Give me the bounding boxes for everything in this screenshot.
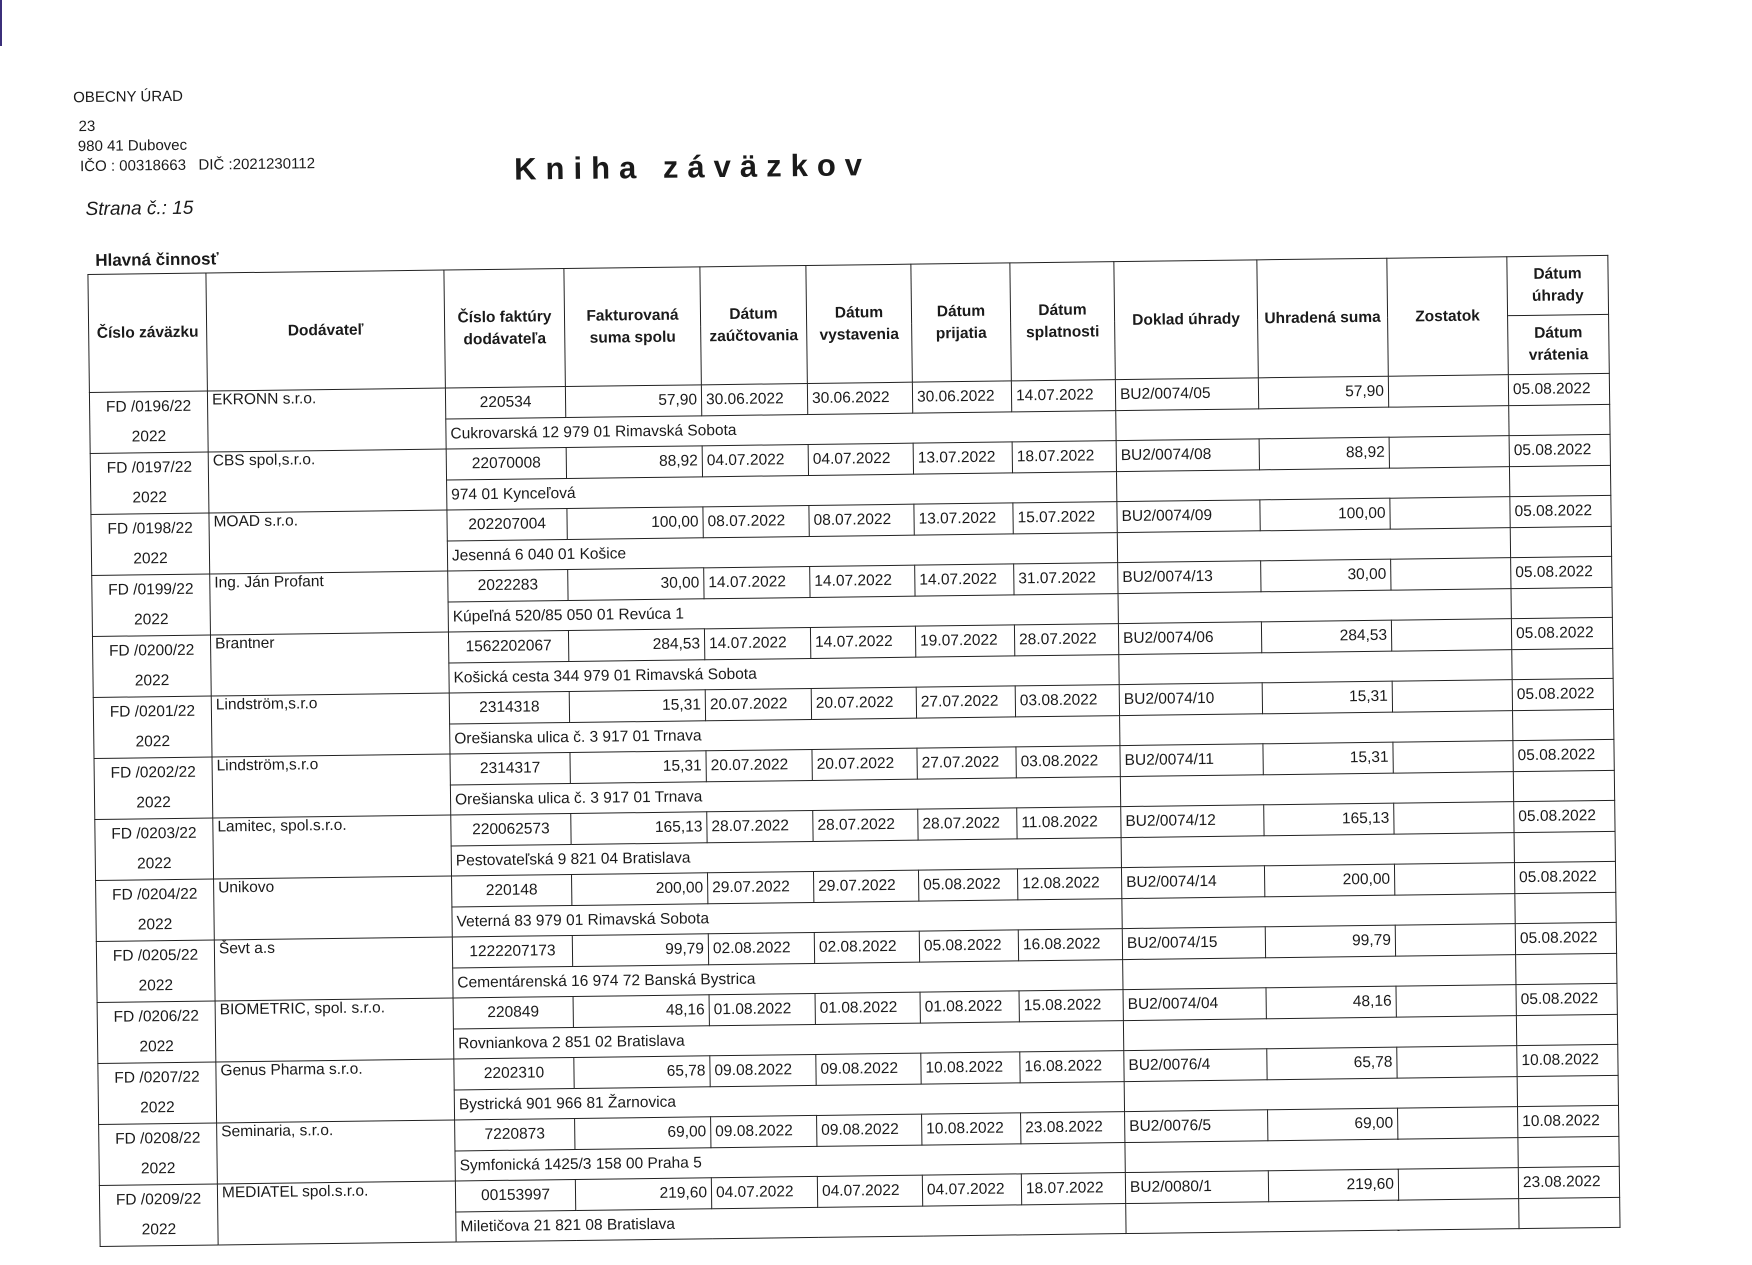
liability-number-cell [98,1062,217,1124]
booking-date: 02.08.2022 [708,932,814,964]
supplier-name: CBS spol,s.r.o. [208,449,447,513]
office-dic: DIČ :2021230112 [198,155,316,174]
issue-date: 30.06.2022 [807,382,912,414]
balance [1395,924,1515,957]
balance [1391,558,1511,591]
liability-number: FD /0204/22 [111,885,198,904]
receipt-date: 04.07.2022 [922,1174,1021,1206]
liability-year: 2022 [133,550,168,568]
balance [1398,1168,1518,1201]
col-header-issue-date: Dátum vystavenia [806,264,912,383]
booking-date: 01.08.2022 [709,993,815,1025]
col-header-supplier: Dodávateľ [206,270,445,391]
payment-date: 05.08.2022 [1514,861,1615,893]
receipt-date: 01.08.2022 [920,991,1019,1023]
col-header-booking-date: Dátum zaúčtovania [700,266,807,385]
paid-amount: 65,78 [1267,1047,1397,1080]
supplier-name: Lindström,s.r.o [211,693,450,757]
payment-date: 05.08.2022 [1513,739,1614,771]
balance [1394,802,1514,835]
empty-cell [1116,406,1509,441]
liability-number-cell [96,940,215,1002]
return-date [1517,1075,1618,1106]
liability-number-cell [92,574,211,636]
paid-amount: 100,00 [1260,498,1390,531]
payment-doc: BU2/0074/06 [1118,622,1261,655]
liability-number: FD /0209/22 [115,1190,202,1209]
invoice-number: 1562202067 [448,631,568,664]
invoice-amount: 100,00 [567,507,703,540]
liability-number: FD /0196/22 [105,397,192,416]
empty-cell [1120,711,1513,746]
issue-date: 20.07.2022 [811,687,916,719]
liability-number: FD /0203/22 [111,824,197,843]
payment-doc: BU2/0076/5 [1125,1110,1268,1143]
due-date: 16.08.2022 [1018,929,1122,961]
issue-date: 04.07.2022 [817,1175,922,1207]
liability-year: 2022 [136,855,172,873]
paid-amount: 200,00 [1264,864,1394,897]
due-date: 12.08.2022 [1017,868,1121,900]
booking-date: 04.07.2022 [702,444,808,476]
supplier-address: Orešianska ulica č. 3 917 01 Trnava [450,716,1120,754]
payment-date: 05.08.2022 [1516,983,1617,1015]
liabilities-table [87,255,1620,1247]
payment-date: 05.08.2022 [1508,373,1609,405]
invoice-amount: 65,78 [574,1056,710,1089]
issue-date: 02.08.2022 [814,931,919,963]
liability-year: 2022 [134,672,170,690]
receipt-date: 10.08.2022 [921,1052,1020,1084]
empty-cell [1122,894,1515,929]
payment-doc: BU2/0074/15 [1122,927,1265,960]
return-date [1513,709,1614,740]
paid-amount: 15,31 [1262,681,1392,714]
col-header-amount: Fakturovaná suma spolu [564,267,701,387]
paid-amount: 219,60 [1268,1169,1398,1202]
receipt-date: 27.07.2022 [916,686,1015,718]
empty-cell [1121,833,1514,868]
booking-date: 29.07.2022 [708,871,814,903]
col-header-receipt-date: Dátum prijatia [911,263,1011,382]
payment-doc: BU2/0076/4 [1124,1049,1267,1082]
due-date: 15.08.2022 [1019,990,1123,1022]
supplier-address: Cementárenská 16 974 72 Banská Bystrica [453,960,1123,998]
liability-number: FD /0207/22 [114,1068,200,1087]
supplier-address: 974 01 Kynceľová [447,472,1117,510]
booking-date: 14.07.2022 [704,566,810,598]
issue-date: 01.08.2022 [815,992,920,1024]
payment-doc: BU2/0080/1 [1125,1171,1268,1204]
receipt-date: 19.07.2022 [915,625,1014,657]
liability-year: 2022 [132,489,168,507]
paid-amount: 69,00 [1268,1108,1398,1141]
return-date [1514,831,1615,862]
payment-date: 05.08.2022 [1509,434,1610,466]
invoice-amount: 165,13 [571,812,707,845]
receipt-date: 13.07.2022 [914,503,1013,535]
liability-number-cell [92,635,211,697]
return-date [1511,587,1612,618]
due-date: 28.07.2022 [1014,624,1118,656]
issue-date: 08.07.2022 [809,504,914,536]
due-date: 18.07.2022 [1021,1173,1125,1205]
invoice-amount: 48,16 [573,995,709,1028]
col-header-due-date: Dátum splatnosti [1010,262,1115,381]
paid-amount: 48,16 [1266,986,1396,1019]
page-title: Kniha záväzkov [513,147,872,187]
invoice-number: 202207004 [447,509,567,542]
empty-cell [1116,467,1509,502]
supplier-address: Bystrická 901 966 81 Žarnovica [454,1082,1124,1120]
issue-date: 14.07.2022 [810,626,915,658]
empty-cell [1125,1138,1518,1173]
empty-cell [1124,1077,1517,1112]
payment-date: 10.08.2022 [1518,1105,1619,1137]
payment-doc: BU2/0074/11 [1120,744,1263,777]
liability-year: 2022 [133,611,169,629]
supplier-address: Kúpeľná 520/85 050 01 Revúca 1 [448,594,1118,632]
payment-doc: BU2/0074/14 [1121,866,1264,899]
return-date [1515,892,1616,923]
liability-number-cell [90,452,209,514]
supplier-name: Ing. Ján Profant [210,571,449,635]
payment-doc: BU2/0074/08 [1116,439,1259,472]
supplier-name: BIOMETRIC, spol. s.r.o. [215,998,454,1062]
booking-date: 20.07.2022 [705,688,811,720]
receipt-date: 28.07.2022 [918,808,1017,840]
issue-date: 20.07.2022 [812,748,917,780]
payment-date: 05.08.2022 [1514,800,1615,832]
payment-doc: BU2/0074/13 [1118,561,1261,594]
payment-date: 05.08.2022 [1512,678,1613,710]
col-header-invoice: Číslo faktúry dodávateľa [444,269,565,388]
liability-number-cell [95,818,214,880]
supplier-name: Unikovo [214,876,453,940]
invoice-number: 2022283 [448,570,568,603]
liability-number-cell [93,696,212,758]
return-date [1512,648,1613,679]
empty-cell [1123,955,1516,990]
invoice-amount: 200,00 [572,873,708,906]
supplier-name: Seminaria, s.r.o. [217,1120,456,1184]
due-date: 23.08.2022 [1021,1112,1125,1144]
liability-number-cell [94,757,213,819]
due-date: 11.08.2022 [1017,807,1121,839]
liability-year: 2022 [138,977,174,995]
payment-date: 05.08.2022 [1511,556,1612,588]
invoice-amount: 15,31 [570,751,706,784]
office-name: OBECNY ÚRAD [73,87,184,107]
invoice-amount: 284,53 [568,629,704,662]
receipt-date: 05.08.2022 [919,930,1018,962]
balance [1397,1046,1517,1079]
booking-date: 28.07.2022 [707,810,813,842]
invoice-amount: 99,79 [572,934,708,967]
invoice-number: 220062573 [451,814,571,847]
due-date: 14.07.2022 [1011,380,1115,412]
receipt-date: 27.07.2022 [917,747,1016,779]
invoice-number: 7220873 [455,1118,575,1151]
invoice-number: 220148 [452,874,572,907]
return-date [1509,465,1610,496]
invoice-number: 220534 [445,387,565,420]
liability-number: FD /0202/22 [110,763,196,782]
payment-doc: BU2/0074/09 [1117,500,1260,533]
issue-date: 09.08.2022 [817,1114,922,1146]
payment-doc: BU2/0074/12 [1121,805,1264,838]
issue-date: 09.08.2022 [816,1053,921,1085]
receipt-date: 13.07.2022 [913,442,1012,474]
paid-amount: 57,90 [1258,376,1388,409]
return-date [1516,953,1617,984]
col-header-return-date: Dátum vrátenia [1508,314,1610,374]
supplier-address: Pestovateľská 9 821 04 Bratislava [451,838,1121,876]
empty-cell [1126,1199,1519,1234]
liability-number-cell [89,391,208,453]
paid-amount: 15,31 [1263,742,1393,775]
supplier-address: Rovniankova 2 851 02 Bratislava [453,1021,1123,1059]
booking-date: 14.07.2022 [704,627,810,659]
col-header-balance: Zostatok [1387,257,1508,376]
payment-doc: BU2/0074/10 [1119,683,1262,716]
paid-amount: 99,79 [1265,925,1395,958]
invoice-amount: 69,00 [575,1117,711,1150]
booking-date: 09.08.2022 [711,1115,817,1147]
booking-date: 08.07.2022 [703,505,809,537]
booking-date: 20.07.2022 [706,749,812,781]
supplier-name: EKRONN s.r.o. [207,388,446,452]
empty-cell [1118,589,1511,624]
liability-number: FD /0197/22 [106,458,193,477]
liability-number: FD /0206/22 [113,1007,200,1026]
invoice-number: 220849 [453,996,573,1029]
payment-doc: BU2/0074/05 [1115,378,1258,411]
invoice-number: 2314317 [450,753,570,786]
table-header-row [88,255,1609,333]
receipt-date: 05.08.2022 [918,869,1017,901]
balance [1389,436,1509,469]
balance [1396,985,1516,1018]
invoice-amount: 219,60 [575,1178,711,1211]
issue-date: 14.07.2022 [810,565,915,597]
balance [1398,1107,1518,1140]
supplier-name: Lindström,s.r.o [212,754,451,818]
due-date: 31.07.2022 [1014,563,1118,595]
balance [1393,741,1513,774]
col-header-payment-date: Dátum úhrady [1507,255,1609,315]
payment-doc: BU2/0074/04 [1123,988,1266,1021]
supplier-address: Cukrovarská 12 979 01 Rimavská Sobota [446,411,1116,449]
liability-year: 2022 [140,1160,176,1178]
liability-number-cell [97,1001,216,1063]
liability-year: 2022 [141,1220,177,1239]
supplier-address: Miletičova 21 821 08 Bratislava [456,1204,1126,1242]
return-date [1510,526,1611,557]
supplier-name: Brantner [210,632,449,696]
balance [1390,497,1510,530]
invoice-amount: 30,00 [568,568,704,601]
empty-cell [1120,772,1513,807]
liability-year: 2022 [139,1038,174,1056]
supplier-address: Symfonická 1425/3 158 00 Praha 5 [455,1143,1125,1181]
due-date: 03.08.2022 [1016,746,1120,778]
supplier-name: MOAD s.r.o. [209,510,448,574]
balance [1391,619,1511,652]
liability-number-cell [99,1184,218,1246]
liability-number-cell [99,1123,218,1185]
booking-date: 09.08.2022 [710,1054,816,1086]
receipt-date: 30.06.2022 [912,381,1011,413]
payment-date: 05.08.2022 [1511,617,1612,649]
supplier-name: Lamitec, spol.s.r.o. [213,815,452,879]
liability-number-cell [96,879,215,941]
liability-number: FD /0200/22 [108,641,195,660]
payment-date: 23.08.2022 [1518,1166,1619,1198]
liability-number-cell [91,513,210,575]
invoice-amount: 88,92 [566,446,702,479]
invoice-number: 2314318 [449,692,569,725]
payment-date: 05.08.2022 [1510,495,1611,527]
return-date [1509,404,1610,435]
supplier-address: Košická cesta 344 979 01 Rimavská Sobota [449,655,1119,693]
issue-date: 28.07.2022 [813,809,918,841]
office-city: 980 41 Dubovec [77,136,188,156]
supplier-address: Jesenná 6 040 01 Košice [447,533,1117,571]
supplier-address: Veterná 83 979 01 Rimavská Sobota [452,899,1122,937]
liability-year: 2022 [137,916,173,934]
receipt-date: 14.07.2022 [915,564,1014,596]
balance [1392,680,1512,713]
paid-amount: 88,92 [1259,437,1389,470]
invoice-amount: 15,31 [569,690,705,723]
liability-number: FD /0208/22 [115,1129,201,1148]
liability-number: FD /0198/22 [107,519,193,538]
invoice-number: 00153997 [455,1179,575,1212]
liability-year: 2022 [136,794,171,812]
page-number: Strana č.: 15 [85,197,194,221]
due-date: 16.08.2022 [1020,1051,1124,1083]
invoice-number: 22070008 [446,448,566,481]
issue-date: 04.07.2022 [808,443,913,475]
payment-date: 05.08.2022 [1515,922,1616,954]
receipt-date: 10.08.2022 [922,1113,1021,1145]
office-ico: IČO : 00318663 [79,156,187,176]
supplier-name: Genus Pharma s.r.o. [216,1059,455,1123]
invoice-number: 2202310 [454,1057,574,1090]
col-header-number: Číslo záväzku [88,273,207,392]
return-date [1516,1014,1617,1045]
invoice-number: 1222207173 [452,935,572,968]
return-date [1518,1136,1619,1167]
office-street-no: 23 [78,117,96,136]
liability-year: 2022 [131,428,167,446]
empty-cell [1123,1016,1516,1051]
liability-number: FD /0205/22 [112,946,199,965]
booking-date: 04.07.2022 [711,1176,817,1208]
balance [1394,863,1514,896]
payment-date: 10.08.2022 [1517,1044,1618,1076]
return-date [1513,770,1614,801]
booking-date: 30.06.2022 [701,383,807,415]
issue-date: 29.07.2022 [813,870,918,902]
liability-number: FD /0199/22 [108,580,194,599]
empty-cell [1119,650,1512,685]
balance [1388,375,1508,408]
supplier-address: Orešianska ulica č. 3 917 01 Trnava [450,777,1120,815]
liability-year: 2022 [140,1099,175,1117]
due-date: 18.07.2022 [1012,441,1116,473]
return-date [1519,1197,1620,1228]
due-date: 03.08.2022 [1015,685,1119,717]
supplier-name: MEDIATEL spol.s.r.o. [217,1181,456,1245]
empty-cell [1117,528,1510,563]
paid-amount: 30,00 [1261,559,1391,592]
supplier-name: Ševt a.s [214,937,453,1001]
liability-year: 2022 [135,733,171,751]
col-header-payment-doc: Doklad úhrady [1114,260,1258,380]
paid-amount: 284,53 [1261,620,1391,653]
invoice-amount: 57,90 [565,385,701,418]
office-address-block [73,85,315,177]
due-date: 15.07.2022 [1013,502,1117,534]
section-label: Hlavná činnosť [95,249,219,270]
liability-number: FD /0201/22 [109,702,196,721]
paid-amount: 165,13 [1264,803,1394,836]
col-header-paid-amount: Uhradená suma [1257,258,1388,378]
